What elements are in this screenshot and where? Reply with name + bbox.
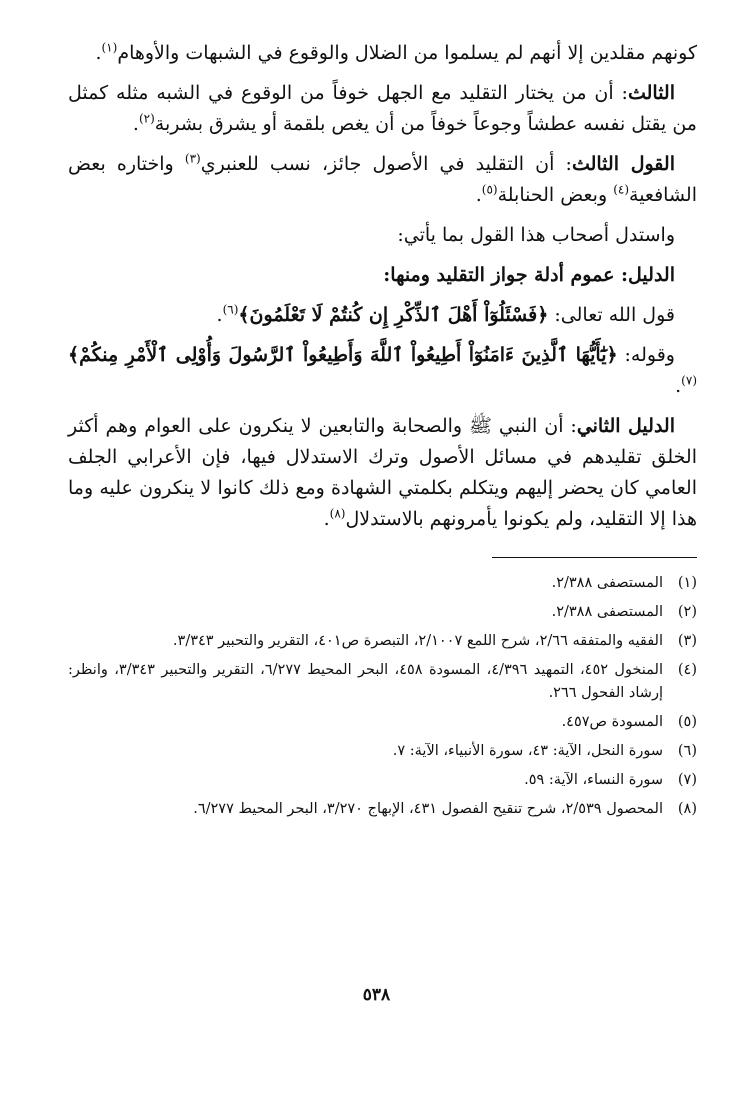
footnote-ref[interactable]: (٤) [613, 182, 630, 197]
footnote-text: سورة النساء، الآية: ٥٩. [524, 772, 663, 788]
paragraph-third-opinion: القول الثالث: أن التقليد في الأصول جائز، نسب للعنبري$^{(٣)}$ واختاره بعض الشافعية$^{(٤)}$ وبعض الحنابلة$^{(٥)}$. [68, 151, 697, 206]
footnote-ref[interactable]: (٨) [329, 506, 346, 521]
term-label: الثالث [627, 82, 675, 104]
footnote-item [68, 769, 697, 792]
paragraph-text: كونهم مقلدين إلا أنهم لم يسلموا من الضلال والوقوع في الشبهات والأوهام [117, 42, 697, 64]
paragraph-second-evidence: الدليل الثاني: أن النبي ﷺ والصحابة والتابعين لا ينكرون على العوام وهم أكثر الخلق تقليدهم في مسائل الأصول وترك الاستدلال فيها، فإن الأعرابي الجلف العامي كان يحضر إليهم ويتكلم بكلمتي الشهادة ومع ذلك كانوا لا ينكرون عليه وما هذا إلا التقليد، ولم يكونوا يأمرونهم بالاستدلال$^{(٨)}$. [68, 415, 697, 530]
footnote-item [68, 572, 697, 595]
term-label: القول الثالث [571, 153, 675, 175]
footnote-number: (٥) [677, 714, 697, 730]
footnote-item [68, 740, 697, 763]
footnote-ref[interactable]: (٦) [222, 302, 239, 317]
footnote-text: سورة النحل، الآية: ٤٣، سورة الأنبياء، الآية: ٧. [392, 743, 663, 759]
paragraph-text: واستدل أصحاب هذا القول بما يأتي: [397, 224, 675, 246]
footnote-ref[interactable]: (٧) [681, 373, 697, 388]
page-content [68, 38, 697, 827]
paragraph-third-objection: الثالث: أن من يختار التقليد مع الجهل خوفاً من الوقوع في الشبه مثله كمثل من يقتل نفسه عطشاً وجوعاً خوفاً من أن يغص بلقمة أو يشرق بشربة$^{(٢)}$. [68, 82, 697, 135]
footnote-number: (٦) [677, 743, 697, 759]
verse-close-brace: ﴾ [238, 304, 250, 326]
footnote-item [68, 798, 697, 821]
footnote-number: (٢) [677, 604, 697, 620]
footnotes-list [68, 572, 697, 821]
paragraph-verse-2: وقوله: ﴿يَٰٓأَيُّهَا ٱلَّذِينَ ءَامَنُوٓاْ أَطِيعُواْ ٱللَّهَ وَأَطِيعُواْ ٱلرَّسُولَ وَأُوْلِى ٱلْأَمْرِ مِنكُمْ﴾$^{(٧)}$. [68, 344, 697, 397]
footnote-ref[interactable]: (١) [101, 40, 118, 55]
footnote-text: الفقيه والمتفقه ٢/٦٦، شرح اللمع ٢/١٠٠٧، التبصرة ص٤٠١، التقرير والتحبير ٣/٣٤٣. [172, 633, 663, 649]
footnote-text: المسودة ص٤٥٧. [561, 714, 663, 730]
footnote-number: (٨) [677, 801, 697, 817]
footnote-number: (١) [677, 575, 697, 591]
footnote-separator [492, 557, 697, 558]
footnote-ref[interactable]: (٢) [138, 111, 155, 126]
footnote-ref[interactable]: (٣) [184, 151, 201, 166]
footnote-number: (٣) [677, 633, 697, 649]
footnote-item [68, 711, 697, 734]
footnote-text: المنخول ٤٥٢، التمهيد ٤/٣٩٦، المسودة ٤٥٨، البحر المحيط ٦/٢٧٧، التقرير والتحبير ٣/٣٤٣، وانظر: إرشاد الفحول ٢٦٦. [68, 662, 664, 701]
footnote-item [68, 659, 697, 705]
paragraph-evidence-intro [68, 220, 697, 251]
footnote-item [68, 601, 697, 624]
salutation-glyph: ﷺ [469, 415, 492, 437]
verse-open-brace: ﴿ [537, 304, 549, 326]
footnote-text: المحصول ٢/٥٣٩، شرح تنقيح الفصول ٤٣١، الإبهاج ٣/٢٧٠، البحر المحيط ٦/٢٧٧. [193, 801, 663, 817]
quran-verse: يَٰٓأَيُّهَا ٱلَّذِينَ ءَامَنُوٓاْ أَطِيعُواْ ٱللَّهَ وَأَطِيعُواْ ٱلرَّسُولَ وَأُوْلِى ٱلْأَمْرِ مِنكُمْ [79, 344, 607, 366]
footnote-ref[interactable]: (٥) [481, 182, 498, 197]
footnote-text: المستصفى ٢/٣٨٨. [551, 604, 663, 620]
verse-open-brace: ﴿ [606, 344, 618, 366]
term-label: الدليل الثاني [576, 415, 675, 437]
term-label: الدليل [628, 264, 675, 286]
page-number: ٥٣٨ [362, 985, 391, 1005]
footnote-number: (٤) [677, 662, 697, 678]
footnote-text: المستصفى ٢/٣٨٨. [551, 575, 663, 591]
paragraph-1: كونهم مقلدين إلا أنهم لم يسلموا من الضلال والوقوع في الشبهات والأوهام$^{(١)}$. [95, 40, 697, 64]
paragraph-first-evidence: الدليل: عموم أدلة جواز التقليد ومنها: [383, 264, 675, 286]
footnote-number: (٧) [677, 772, 697, 788]
verse-close-brace: ﴾ [68, 344, 80, 366]
paragraph-text: : أن من يختار التقليد مع الجهل خوفاً من الوقوع في الشبه مثله كمثل من يقتل نفسه عطشاً وجوعاً خوفاً من أن يغص بلقمة أو يشرق بشربة [68, 82, 697, 135]
footnote-item [68, 630, 697, 653]
paragraph-verse-1: قول الله تعالى: ﴿فَسْئَلُوٓاْ أَهْلَ ٱلذِّكْرِ إِن كُنتُمْ لَا تَعْلَمُونَ﴾$^{(٦)}$. [216, 302, 675, 326]
quran-verse: فَسْئَلُوٓاْ أَهْلَ ٱلذِّكْرِ إِن كُنتُمْ لَا تَعْلَمُونَ [249, 304, 538, 326]
